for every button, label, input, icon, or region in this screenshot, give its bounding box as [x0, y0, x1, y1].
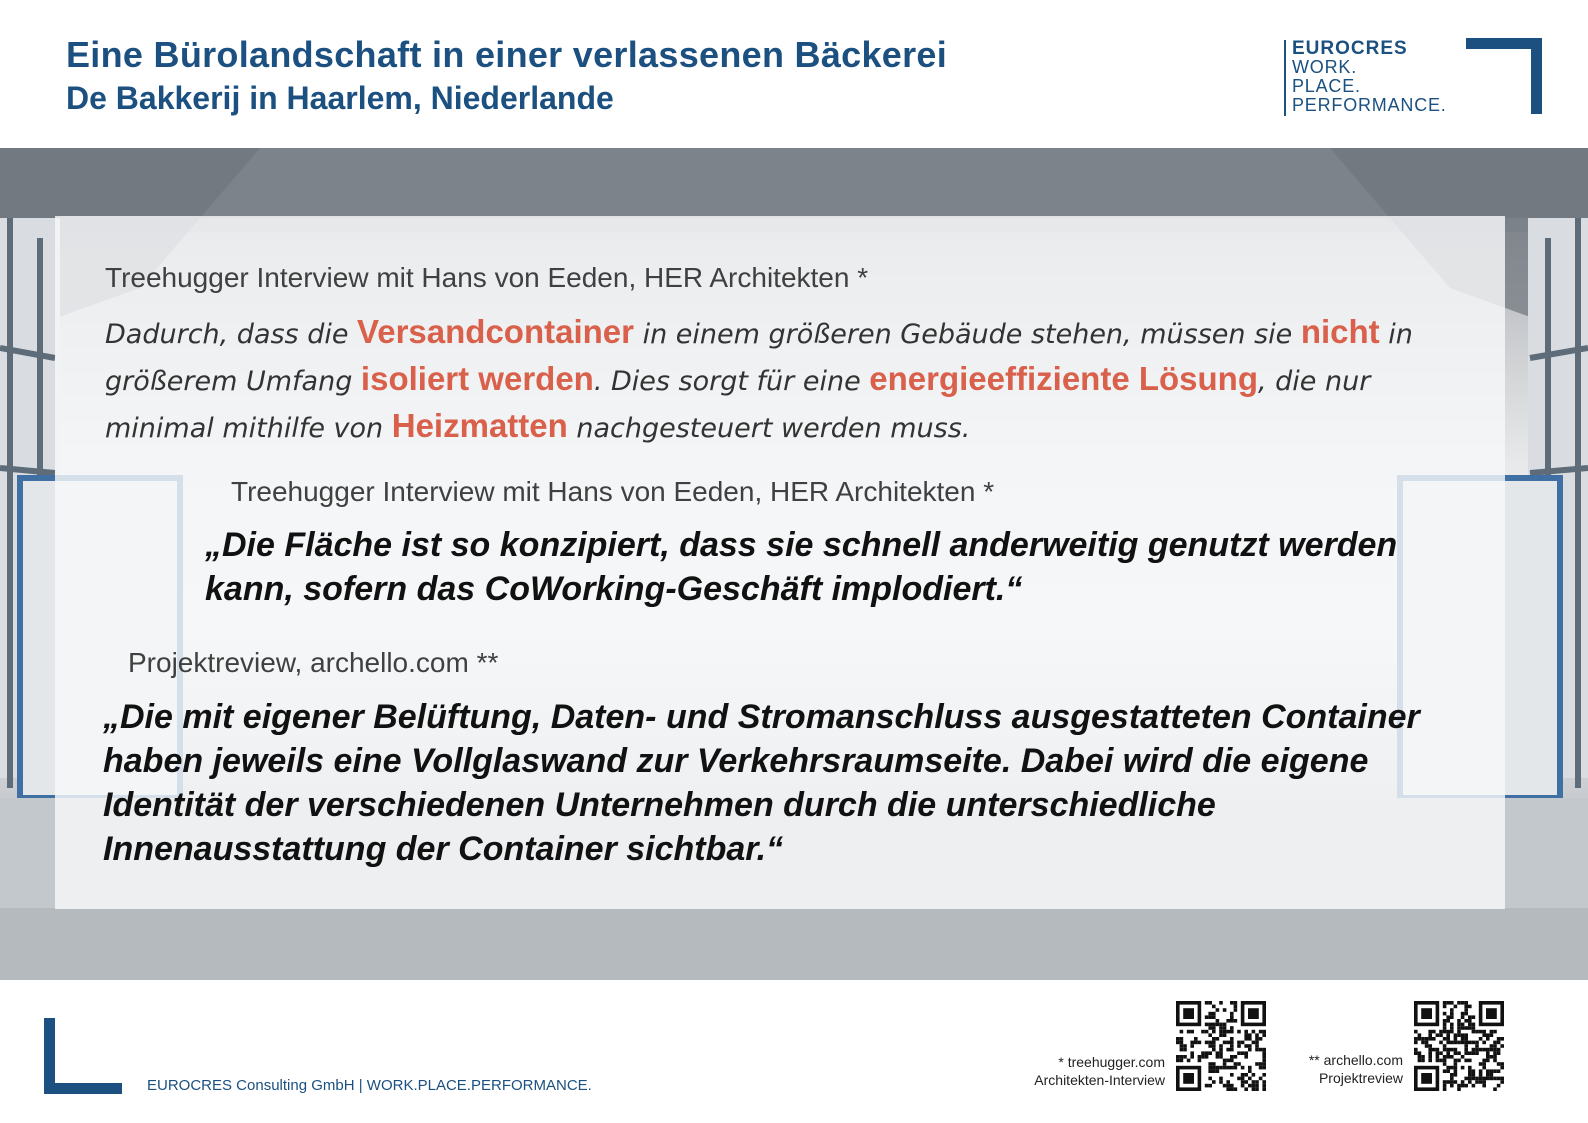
qr-label-line: Architekten-Interview	[1034, 1072, 1165, 1088]
logo-line: WORK.	[1292, 57, 1357, 77]
quote-segment: . Dies sorgt für eine	[593, 366, 870, 397]
quote-source: Treehugger Interview mit Hans von Eeden, HER Architekten *	[105, 262, 869, 293]
corner-bracket-icon	[44, 1018, 122, 1094]
quote-segment: Dadurch, dass die	[105, 319, 358, 350]
qr-label-line: ** archello.com	[1308, 1052, 1403, 1068]
quote-segment: , die nur minimal mithilfe von	[105, 366, 1371, 444]
quote-segment: nachgesteuert werden muss.	[567, 413, 971, 444]
qr-label-line: * treehugger.com	[1058, 1054, 1165, 1070]
highlighted-term: isoliert werden	[360, 360, 594, 397]
quote-text-highlighted	[105, 310, 1485, 451]
quote-source: Treehugger Interview mit Hans von Eeden, HER Architekten *	[231, 476, 995, 507]
logo-line: PERFORMANCE.	[1292, 95, 1447, 115]
eurocres-logo	[1292, 39, 1447, 115]
qr-label-line: Projektreview	[1318, 1070, 1403, 1086]
page-subtitle: De Bakkerij in Haarlem, Niederlande	[66, 80, 614, 116]
highlighted-term: Versandcontainer	[357, 313, 634, 350]
footer-company: EUROCRES Consulting GmbH | WORK.PLACE.PERFORMANCE.	[147, 1077, 592, 1094]
quote-segment: in größerem Umfang	[105, 319, 1413, 397]
logo-brand: EUROCRES	[1292, 38, 1408, 59]
highlighted-term: nicht	[1300, 313, 1380, 350]
qr-label	[1000, 1053, 1165, 1089]
header	[0, 0, 1588, 148]
quote-text: „Die mit eigener Belüftung, Daten- und Stromanschluss ausgestatteten Container haben jeweils eine Vollglaswand zur Verkehrsraumseite. Dabei wird die eigene Identität der verschiedenen Unternehmen durch die unterschiedliche Innenausstattung der Container sichtbar.“	[103, 698, 1420, 868]
logo-line: PLACE.	[1292, 76, 1361, 96]
quote-text: „Die Fläche ist so konzipiert, dass sie schnell anderweitig genutzt werden kann, sofern das CoWorking-Geschäft implodiert.“	[205, 526, 1398, 608]
highlighted-term: energieeffiziente Lösung	[869, 360, 1258, 397]
qr-code-icon[interactable]	[1414, 1001, 1504, 1091]
page-title: Eine Bürolandschaft in einer verlassenen Bäckerei	[66, 34, 948, 75]
logo-divider	[1284, 40, 1286, 116]
quote-source: Projektreview, archello.com **	[128, 647, 499, 678]
highlighted-term: Heizmatten	[391, 407, 568, 444]
corner-bracket-icon	[1466, 38, 1542, 114]
qr-label	[1240, 1051, 1403, 1087]
quote-segment: in einem größeren Gebäude stehen, müssen sie	[634, 319, 1301, 350]
